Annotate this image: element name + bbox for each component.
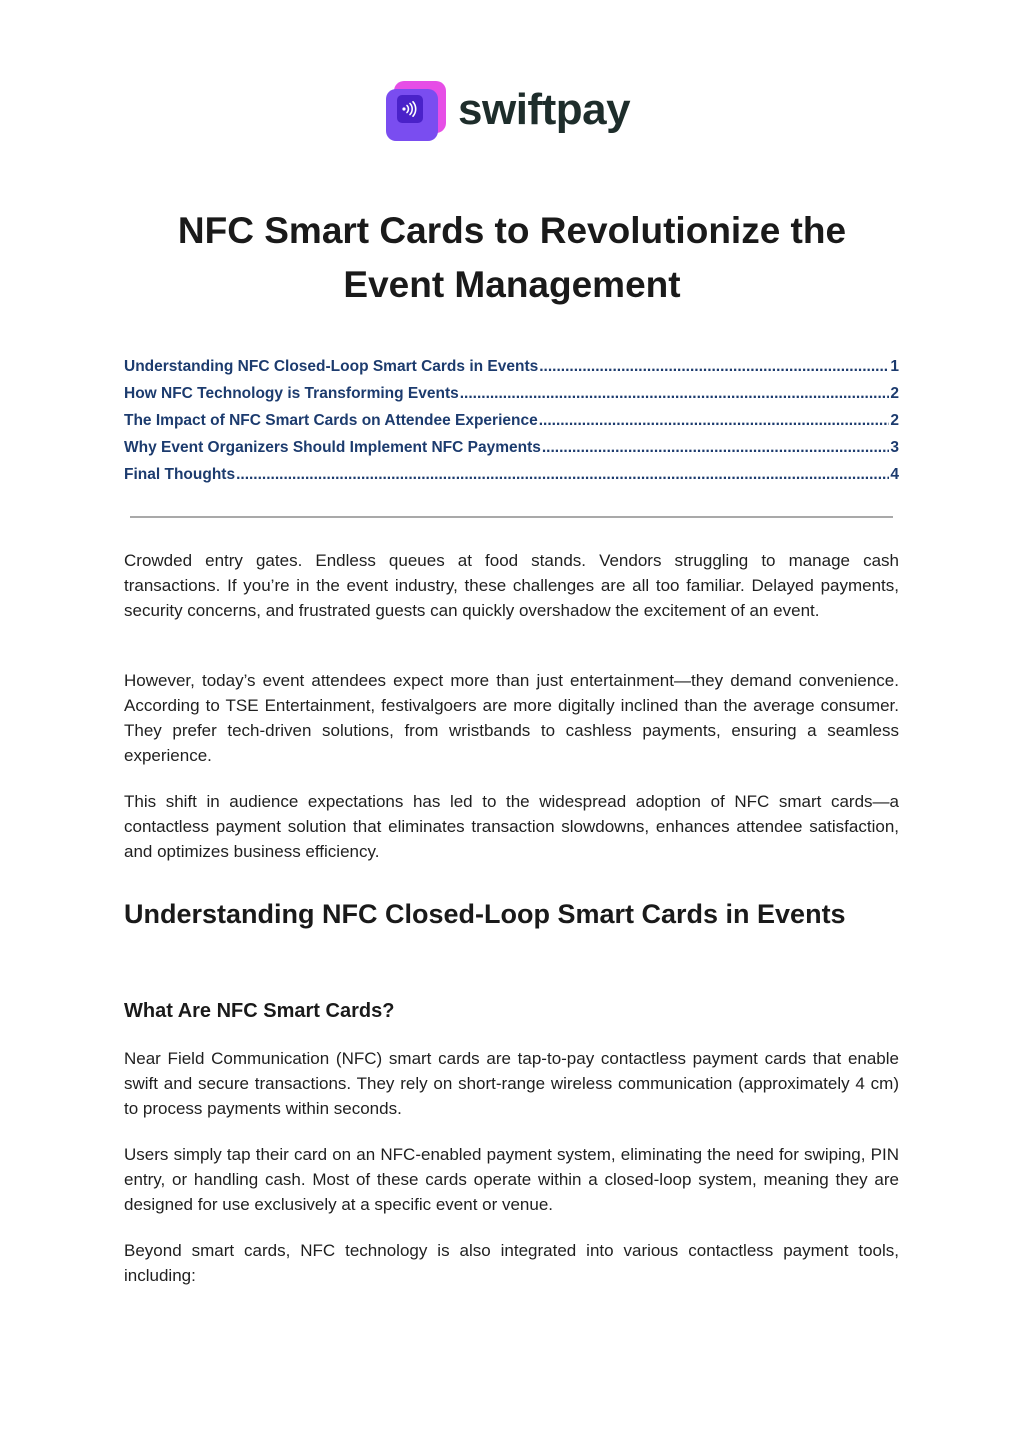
body-paragraph: Near Field Communication (NFC) smart cards are tap-to-pay contactless payment cards that enable swift and secure transactions. They rely on short-range wireless communication (approximately 4 cm) to process payments within seconds.	[124, 1049, 899, 1118]
swiftpay-logo	[386, 80, 630, 144]
toc-link[interactable]: How NFC Technology is Transforming Events ..... 2	[124, 380, 899, 407]
section-heading: Understanding NFC Closed-Loop Smart Cards in Events	[124, 899, 846, 929]
toc-link[interactable]: Why Event Organizers Should Implement NFC Payments ..... 3	[124, 434, 899, 461]
nfc-waves-icon	[397, 95, 423, 123]
toc-link[interactable]: Understanding NFC Closed-Loop Smart Cards in Events ..... 1	[124, 353, 899, 380]
subsection-heading: What Are NFC Smart Cards?	[124, 1000, 395, 1022]
intro-paragraph: This shift in audience expectations has led to the widespread adoption of NFC smart cards—a contactless payment solution that eliminates transaction slowdowns, enhances attendee satisfaction, and optimizes business efficiency.	[124, 792, 899, 861]
logo-mark	[386, 81, 448, 143]
body-paragraph: Users simply tap their card on an NFC-enabled payment system, eliminating the need for swiping, PIN entry, or handling cash. Most of these cards operate within a closed-loop system, meaning they are designed for use exclusively at a specific event or venue.	[124, 1145, 899, 1214]
horizontal-divider	[130, 516, 893, 518]
logo-wordmark: swiftpay	[458, 85, 631, 134]
toc-link[interactable]: The Impact of NFC Smart Cards on Attendee Experience ..... 2	[124, 407, 899, 434]
table-of-contents	[124, 353, 899, 488]
toc-link[interactable]: Final Thoughts ..... 4	[124, 461, 899, 488]
document-title: NFC Smart Cards to Revolutionize the Event Management	[177, 210, 847, 305]
body-paragraph: Beyond smart cards, NFC technology is also integrated into various contactless payment tools, including:	[124, 1241, 899, 1285]
intro-paragraph: However, today’s event attendees expect more than just entertainment—they demand convenience. According to TSE Entertainment, festivalgoers are more digitally inclined than the average consumer. They prefer tech-driven solutions, from wristbands to cashless payments, ensuring a seamless experience.	[124, 671, 899, 765]
intro-paragraph: Crowded entry gates. Endless queues at food stands. Vendors struggling to manage cash transactions. If you’re in the event industry, these challenges are all too familiar. Delayed payments, security concerns, and frustrated guests can quickly overshadow the excitement of an event.	[124, 551, 899, 620]
